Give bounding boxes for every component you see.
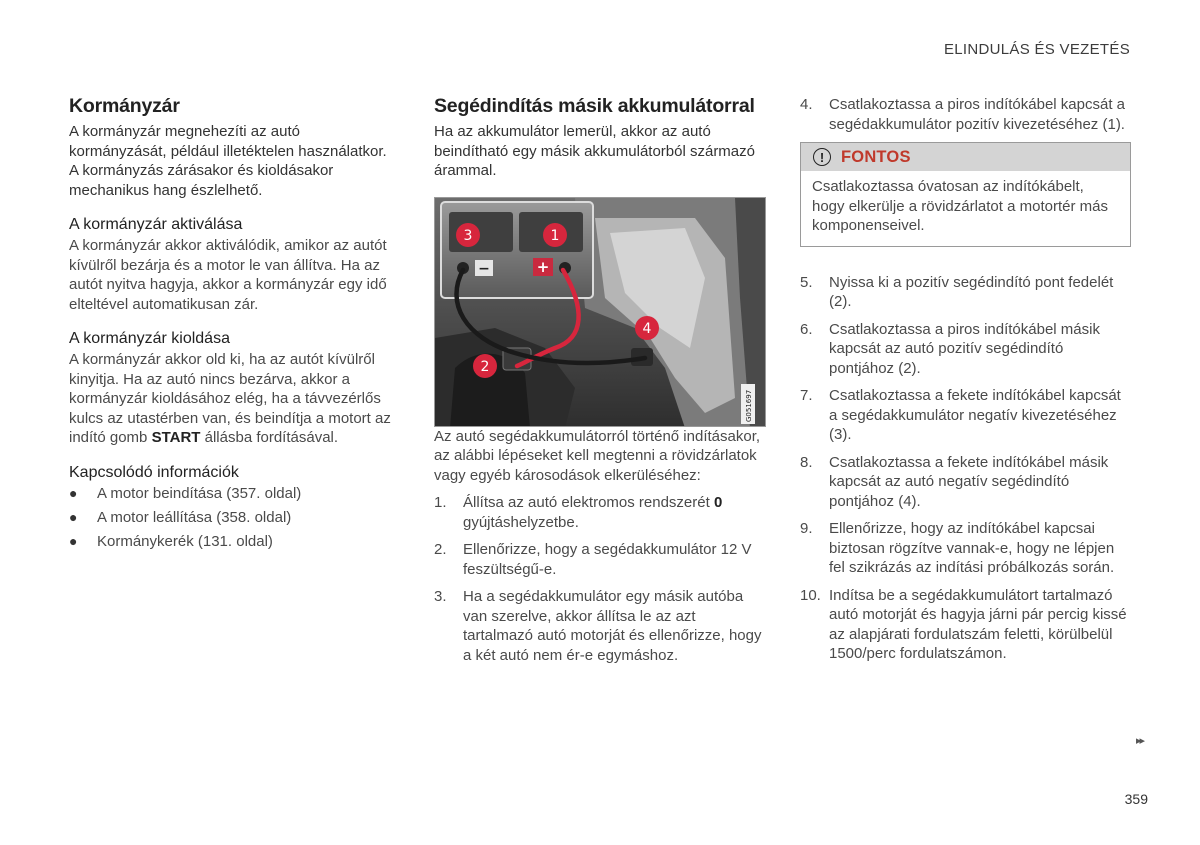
svg-text:1: 1 xyxy=(550,227,560,244)
release-text xyxy=(69,350,399,448)
activation-text: A kormányzár akkor aktiválódik, amikor az autót kívülről bezárja és a motor le van állítva. Ha az autót nyitva hagyja, akkor a kormányzár egy idő elteltével automatikusan zár. xyxy=(69,237,387,313)
subheading-activation: A kormányzár aktiválása xyxy=(69,216,243,233)
running-head: ELINDULÁS ÉS VEZETÉS xyxy=(943,41,1130,58)
warning-icon: ! xyxy=(813,148,831,166)
bullet-icon: ● xyxy=(69,484,78,501)
jump-start-step-4 xyxy=(800,95,1132,134)
column-jump-start-continued xyxy=(800,95,1132,672)
figure-code: G051697 xyxy=(745,389,753,422)
minus-terminal-sign: − xyxy=(478,260,490,277)
page-number: 359 xyxy=(1124,791,1148,807)
jump-start-illustration xyxy=(434,197,766,427)
callout-1 xyxy=(543,223,567,247)
section-title-jump-start: Segédindítás másik akkumulátorral xyxy=(434,95,755,117)
step-6: 6. Csatlakoztassa a piros indítókábel másik kapcsát az autó pozitív segédindító pontjához (2). xyxy=(800,320,1100,377)
step-4: 4. Csatlakoztassa a piros indítókábel kapcsát a segédakkumulátor pozitív kivezetéséhez (1). xyxy=(800,96,1125,133)
important-notice-box xyxy=(800,142,1131,247)
column-steering-lock xyxy=(69,95,399,556)
engine-bay-illustration xyxy=(435,198,766,427)
ignition-position-zero: 0 xyxy=(713,494,723,511)
important-notice-header xyxy=(801,143,1130,171)
step-2: 2. Ellenőrizze, hogy a segédakkumulátor 12 V feszültségű-e. xyxy=(434,541,752,578)
svg-text:4: 4 xyxy=(642,320,652,337)
plus-terminal-sign: + xyxy=(536,257,550,276)
steering-lock-intro: A kormányzár megnehezíti az autó kormányzását, például illetéktelen használatkor. A kormányzás zárásakor és kioldásakor mechanikus hang észlelhető. xyxy=(69,123,387,199)
important-notice-text: Csatlakoztassa óvatosan az indítókábelt, hogy elkerülje a rövidzárlatot a motortér más komponenseivel. xyxy=(812,178,1108,234)
step-3: 3. Ha a segédakkumulátor egy másik autóba van szerelve, akkor állítsa le az azt tartalmazó autó motorját és ellenőrizze, hogy a két autó nem ér-e egymáshoz. xyxy=(434,588,762,664)
start-keyword: START xyxy=(151,429,201,446)
subheading-related-info: Kapcsolódó információk xyxy=(69,463,239,481)
step-5: 5. Nyissa ki a pozitív segédindító pont fedelét (2). xyxy=(800,273,1114,310)
release-text-part-b: állásba fordításával. xyxy=(200,429,339,446)
related-links-list xyxy=(69,484,399,552)
related-link-steering-wheel[interactable]: ● Kormánykerék (131. oldal) xyxy=(69,532,273,550)
continue-next-page-icon[interactable]: ▸▸ xyxy=(1135,735,1143,747)
column-jump-start xyxy=(434,95,768,673)
subheading-release: A kormányzár kioldása xyxy=(69,330,230,347)
step-10: 10. Indítsa be a segédakkumulátort tartalmazó autó motorját és hagyja járni pár percig kissé az alapjárati fordulatszám feletti, körülbelül 1500/perc fordulatszámon. xyxy=(800,586,1127,662)
jump-start-steps-5-10 xyxy=(800,273,1132,664)
step-1: 1. Állítsa az autó elektromos rendszerét 0 gyújtáshelyzetbe. xyxy=(434,494,723,531)
callout-3 xyxy=(456,223,480,247)
release-text-part-a: A kormányzár akkor old ki, ha az autót kívülről kinyitja. Ha az autó nincs bezárva, akkor a kormányzár kioldásához elég, ha a távvezérlős kulcs az utastérben van, és beindítja a motort az indító gomb xyxy=(69,351,391,446)
jump-start-intro: Ha az akkumulátor lemerül, akkor az autó beindítható egy másik akkumulátorból származó árammal. xyxy=(434,123,755,179)
bullet-icon: ● xyxy=(69,508,78,525)
important-notice-title: FONTOS xyxy=(841,147,911,166)
callout-4 xyxy=(635,316,659,340)
jump-start-steps-1-3 xyxy=(434,493,768,665)
svg-text:2: 2 xyxy=(480,358,490,375)
related-link-engine-start[interactable]: ● A motor beindítása (357. oldal) xyxy=(69,484,302,502)
section-title-steering-lock: Kormányzár xyxy=(69,95,180,117)
step-7: 7. Csatlakoztassa a fekete indítókábel kapcsát a segédakkumulátor negatív kivezetéséhez (3). xyxy=(800,387,1121,443)
related-link-engine-stop[interactable]: ● A motor leállítása (358. oldal) xyxy=(69,508,292,526)
jump-start-steps-intro: Az autó segédakkumulátorról történő indításakor, az alábbi lépéseket kell megtenni a rövidzárlatok vagy egyéb károsodások elkerüléséhez: xyxy=(434,427,761,484)
step-8: 8. Csatlakoztassa a fekete indítókábel másik kapcsát az autó negatív segédindító pontjához (4). xyxy=(800,453,1109,510)
callout-2 xyxy=(473,354,497,378)
svg-text:3: 3 xyxy=(463,227,473,244)
step-9: 9. Ellenőrizze, hogy az indítókábel kapcsai biztosan rögzítve vannak-e, hogy ne lépjen fel szikrázás az indítási próbálkozás során. xyxy=(800,520,1115,576)
bullet-icon: ● xyxy=(69,532,78,549)
